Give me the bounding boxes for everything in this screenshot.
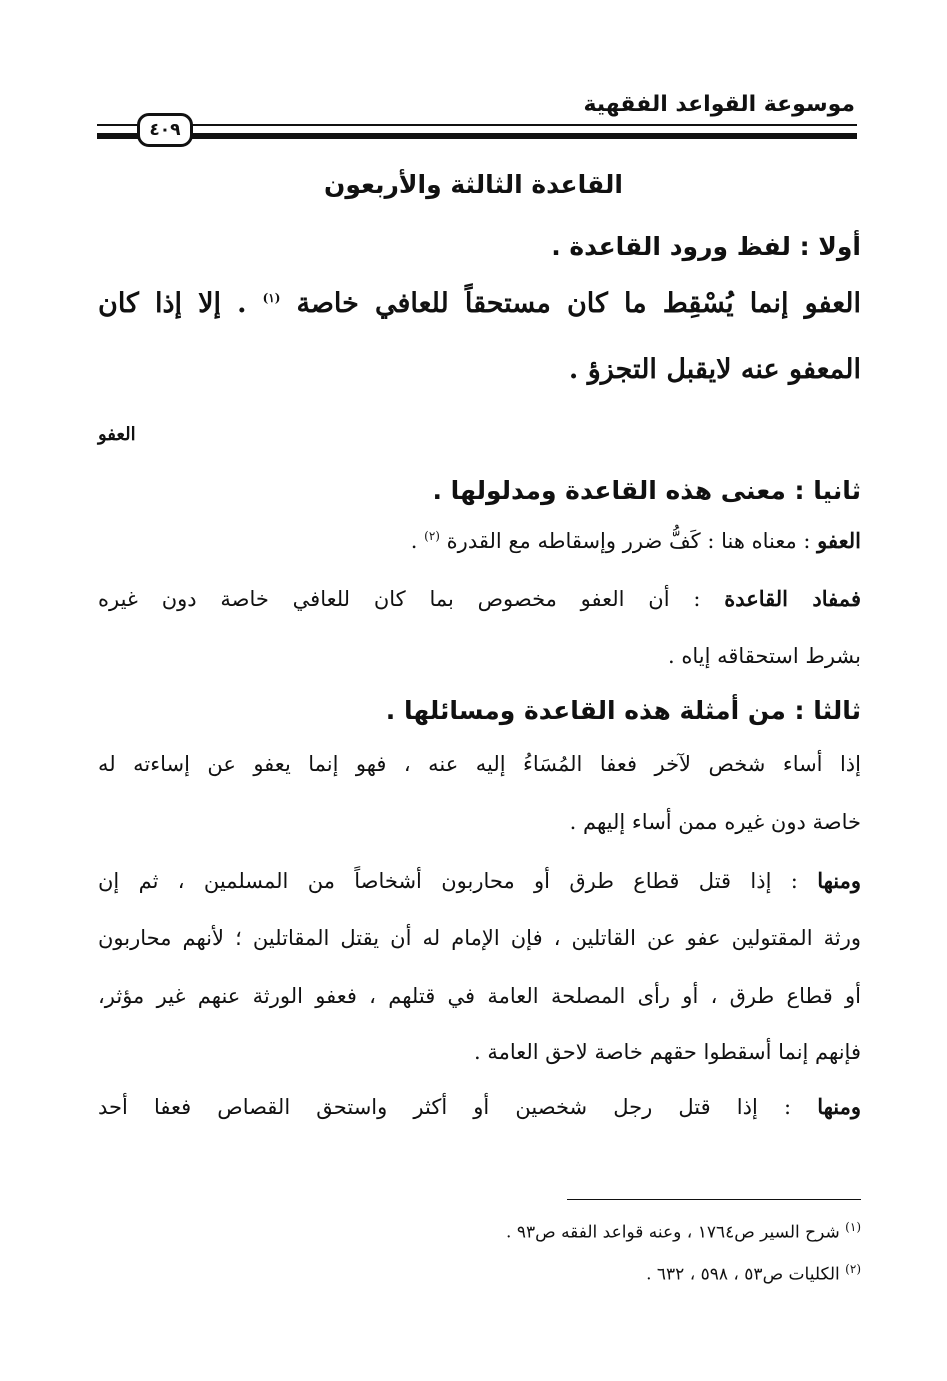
header-rule-thick (97, 133, 857, 139)
example-2-label: ومنها (817, 868, 861, 893)
purport-text: : أن العفو مخصوص بما كان للعافي خاصة دون غيره (98, 587, 701, 611)
meaning-line (411, 528, 861, 553)
header-rule-thin (97, 124, 857, 126)
rule-text-end: . إلا إذا كان (98, 288, 247, 319)
rule-text-line-2: المعفو عنه لايقبل التجزؤ . (568, 354, 861, 385)
example-3-text: : إذا قتل رجل شخصين أو أكثر واستحق القصاص فعفا أحد (98, 1095, 792, 1119)
footnote-separator (567, 1199, 861, 1200)
stray-word: العفو (98, 424, 136, 445)
purport-label: فمفاد القاعدة (724, 586, 861, 611)
meaning-label: العفو (817, 528, 861, 553)
example-3-line-1 (98, 1094, 861, 1119)
example-1-line-2: خاصة دون غيره ممن أساء إليهم . (569, 810, 861, 834)
example-2-line-2: ورثة المقتولين عفو عن القاتلين ، فإن الإمام له أن يقتل المقاتلين ؛ لأنهم محاربون (98, 926, 861, 950)
meaning-end: . (410, 529, 418, 553)
footnote-2-text: الكليات ص٥٣ ، ٥٩٨ ، ٦٣٢ . (646, 1264, 840, 1285)
rule-title: القاعدة الثالثة والأربعون (324, 170, 623, 199)
purport-line-2: بشرط استحقاقه إياه . (667, 644, 861, 668)
footnote-2 (646, 1262, 861, 1285)
example-2-line-4: فإنهم إنما أسقطوا حقهم خاصة لاحق العامة . (474, 1040, 861, 1064)
footnote-ref-1: (١) (262, 291, 281, 305)
footnote-1-ref: (١) (845, 1220, 861, 1234)
example-1-line-1: إذا أساء شخص لآخر فعفا المُسَاءُ إليه عنه ، فهو إنما يعفو عن إساءته له (98, 752, 861, 776)
rule-text-line-1 (98, 288, 861, 319)
footnote-1-text: شرح السير ص١٧٦٤ ، وعنه قواعد الفقه ص٩٣ . (506, 1222, 840, 1243)
heading-first: أولا : لفظ ورود القاعدة . (551, 232, 861, 261)
example-2-text: : إذا قتل قطاع طرق أو محاربون أشخاصاً من المسلمين ، ثم إن (98, 869, 798, 893)
running-title: موسوعة القواعد الفقهية (583, 92, 855, 117)
example-3-label: ومنها (817, 1094, 861, 1119)
heading-second: ثانيا : معنى هذه القاعدة ومدلولها . (432, 476, 861, 505)
example-2-line-3: أو قطاع طرق ، أو رأى المصلحة العامة في قتلهم ، فعفو الورثة عنهم غير مؤثر، (98, 984, 861, 1008)
footnote-ref-2: (٢) (424, 529, 440, 543)
page-number: ٤٠٩ (137, 113, 193, 147)
purport-line-1 (98, 586, 861, 611)
example-2-line-1 (98, 868, 861, 893)
rule-text-main: العفو إنما يُسْقِط ما كان مستحقاً للعافي خاصة (296, 288, 862, 319)
heading-third: ثالثا : من أمثلة هذه القاعدة ومسائلها . (385, 696, 861, 725)
footnote-2-ref: (٢) (845, 1262, 861, 1276)
meaning-text: : معناه هنا : كَفُّ ضرر وإسقاطه مع القدرة (446, 529, 811, 553)
footnote-1 (506, 1220, 861, 1243)
